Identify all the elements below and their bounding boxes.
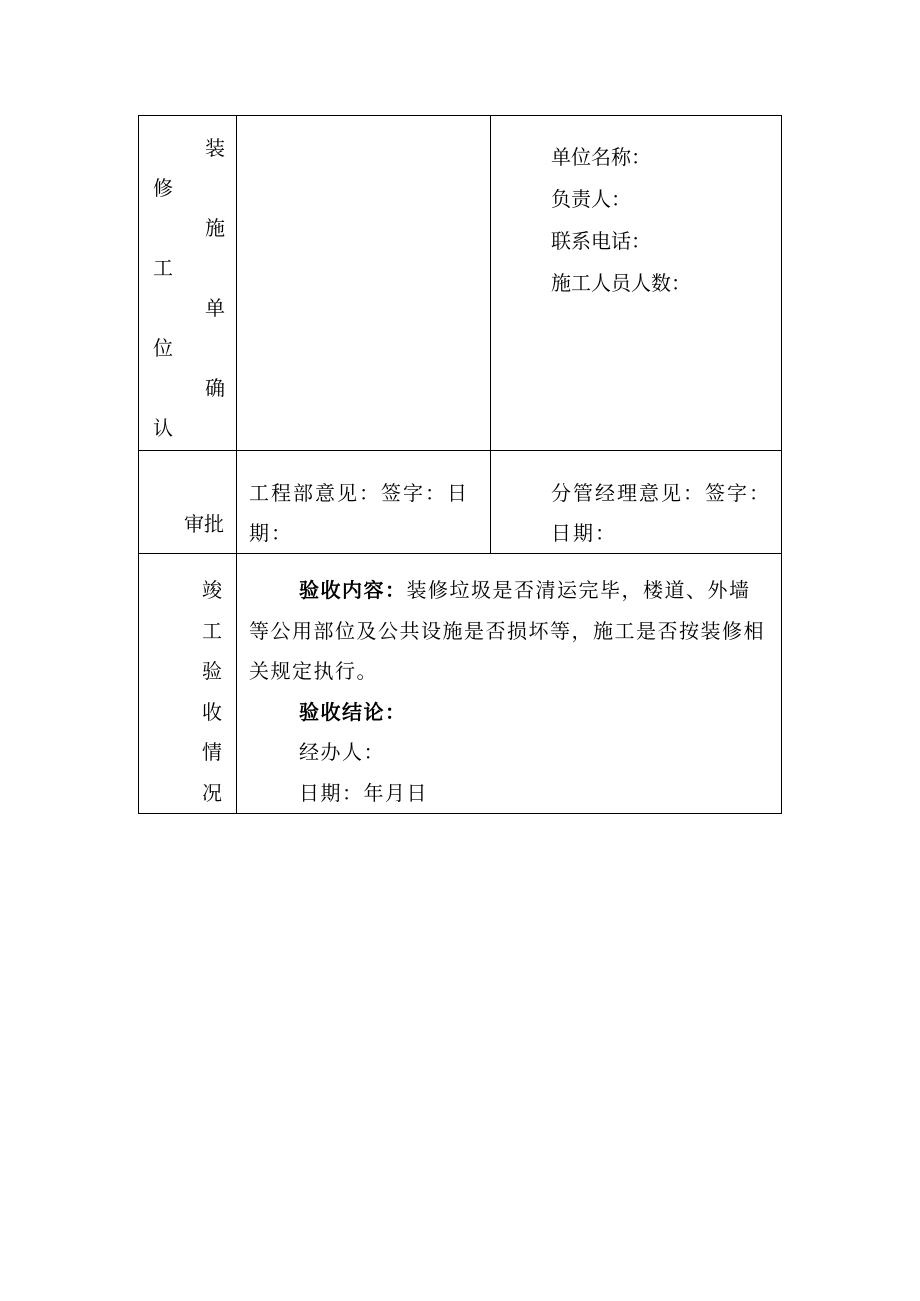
renovation-form-table [138, 115, 782, 814]
label-char: 单 [205, 296, 225, 320]
leader-field: 负责人： [551, 187, 631, 211]
construction-unit-label-cell [139, 116, 237, 451]
manager-opinion: 分管经理意见：签字：日期： [551, 481, 771, 545]
engineering-opinion-cell [237, 451, 491, 554]
acceptance-conclusion-title: 验收结论： [299, 699, 407, 724]
phone-field: 联系电话： [551, 229, 651, 253]
manager-opinion-cell [491, 451, 782, 554]
label-char: 确 [205, 376, 225, 400]
acceptance-content [249, 570, 765, 692]
approval-label: 审批 [184, 512, 224, 536]
label-char: 工 [202, 618, 222, 643]
acceptance-content-cell [237, 554, 782, 814]
label-char: 修 [153, 176, 173, 200]
acceptance-row [139, 554, 782, 814]
label-char: 况 [202, 780, 222, 805]
approval-label-cell [139, 451, 237, 554]
label-char: 装 [205, 136, 225, 160]
label-char: 收 [202, 699, 222, 724]
label-char: 认 [153, 416, 173, 440]
label-char: 验 [202, 659, 222, 683]
acceptance-content-title: 验收内容： [299, 578, 407, 602]
label-char: 位 [153, 336, 173, 360]
construction-unit-label [139, 116, 236, 450]
construction-unit-row [139, 116, 782, 451]
blank-cell [237, 116, 491, 451]
label-char: 工 [153, 256, 173, 280]
approval-row [139, 451, 782, 554]
label-char: 情 [202, 740, 222, 764]
unit-name-field: 单位名称： [551, 145, 651, 169]
engineering-opinion: 工程部意见：签字：日期： [249, 481, 469, 545]
acceptance-content-text: 装修垃圾是否清运完毕，楼道、外墙等公用部位及公共设施是否损坏等，施工是否按装修相关规定执行。 [249, 578, 765, 683]
workers-field: 施工人员人数： [551, 271, 691, 295]
unit-info-cell [491, 116, 782, 451]
acceptance-label [139, 554, 236, 813]
label-char: 竣 [202, 578, 222, 602]
label-char: 施 [205, 216, 225, 240]
date-field: 日期：年月日 [299, 780, 428, 805]
acceptance-label-cell [139, 554, 237, 814]
handler-field: 经办人： [299, 740, 385, 764]
